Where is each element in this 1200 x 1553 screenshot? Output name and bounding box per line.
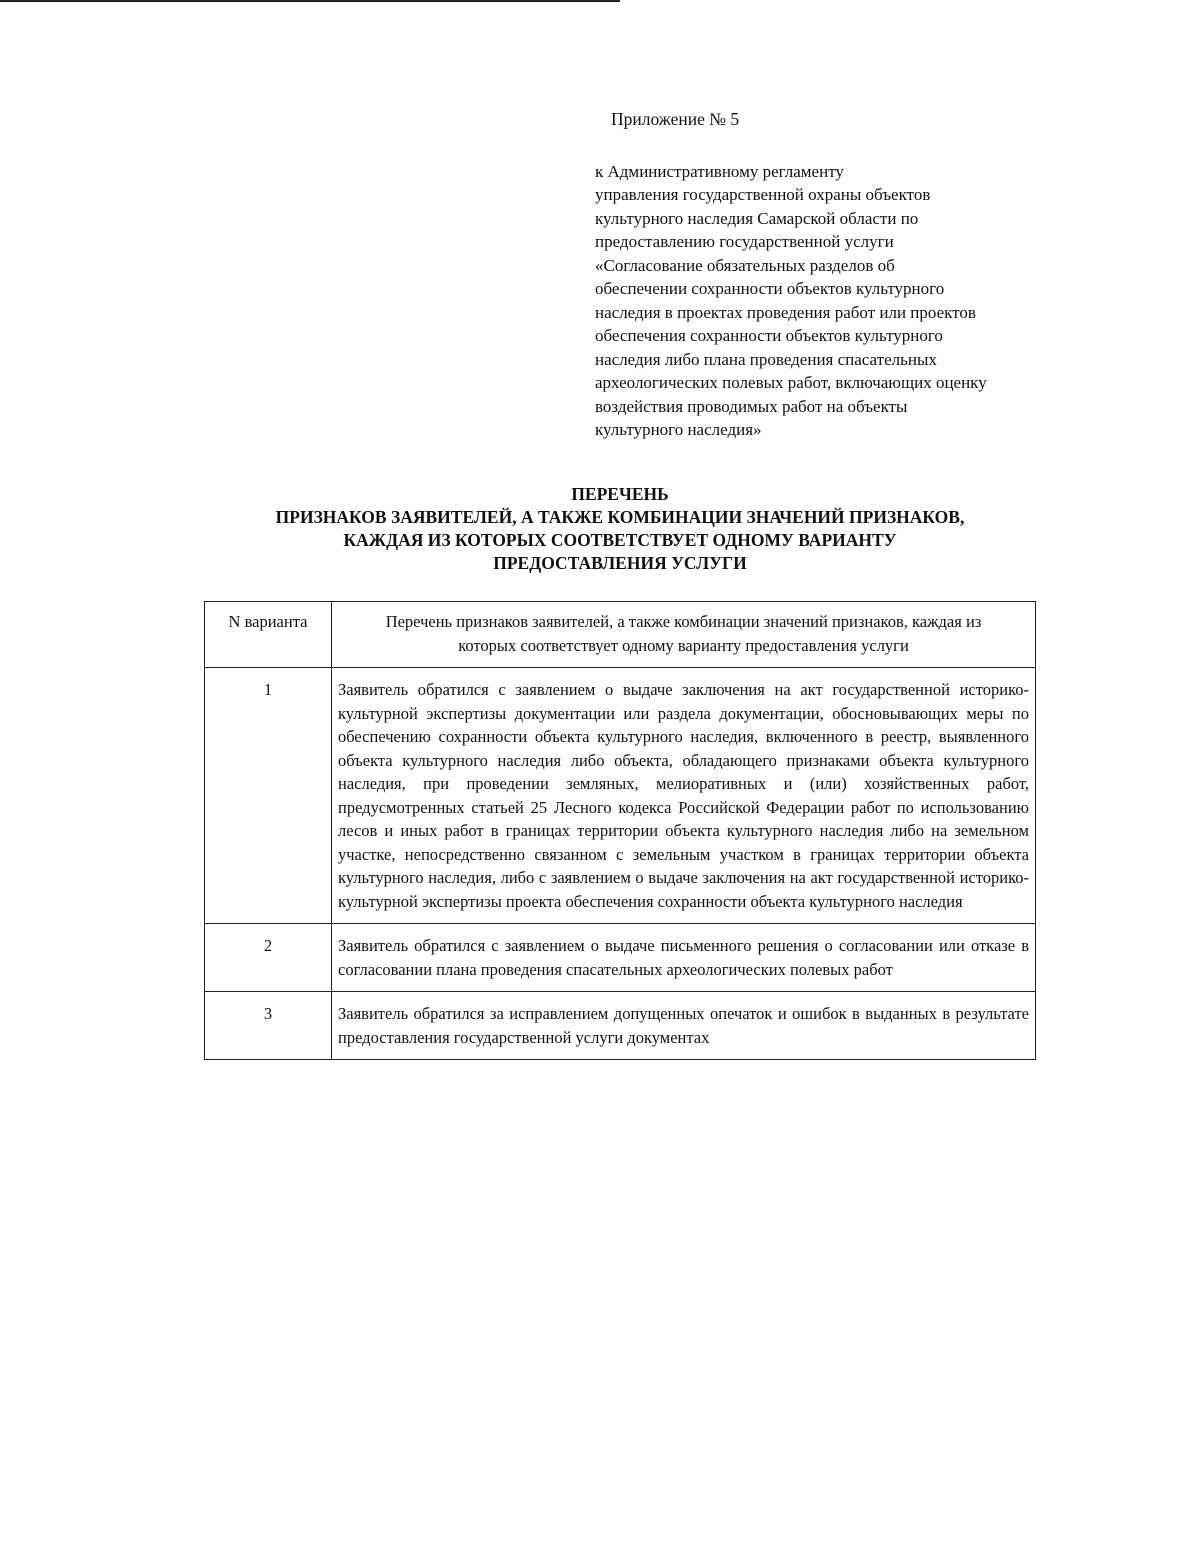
header-variant-number: N варианта (205, 602, 332, 668)
header-attributes: Перечень признаков заявителей, а также комбинации значений признаков, каждая из которых соответствует одному варианту предоставления услуги (332, 602, 1036, 668)
appendix-block (595, 108, 1085, 442)
appendix-number: Приложение № 5 (611, 109, 740, 129)
variant-description-cell: Заявитель обратился за исправлением допущенных опечаток и ошибок в выданных в результате предоставления государственной услуги документах (332, 992, 1036, 1060)
table-row (205, 924, 1036, 992)
table-row (205, 668, 1036, 924)
variant-number-cell: 1 (205, 668, 332, 924)
variants-table (204, 601, 1036, 1060)
scan-edge-line (0, 0, 620, 2)
variant-description-cell: Заявитель обратился с заявлением о выдаче заключения на акт государственной историко-культурной экспертизы документации или раздела документации, обосновывающих меры по обеспечению сохранности объекта культурного наследия, включенного в реестр, выявленного объекта культурного наследия либо объекта, обладающего признаками объекта культурного наследия, при проведении земляных, мелиоративных и (или) хозяйственных работ, предусмотренных статьей 25 Лесного кодекса Российской Федерации работ по использованию лесов и иных работ в границах территории объекта культурного наследия либо на земельном участке, непосредственно связанном с земельным участком в границах территории объекта культурного наследия, либо с заявлением о выдаче заключения на акт государственной историко-культурной экспертизы проекта обеспечения сохранности объекта культурного наследия (332, 668, 1036, 924)
table-row (205, 992, 1036, 1060)
document-title: ПЕРЕЧЕНЬ ПРИЗНАКОВ ЗАЯВИТЕЛЕЙ, А ТАКЖЕ КОМБИНАЦИИ ЗНАЧЕНИЙ ПРИЗНАКОВ, КАЖДАЯ ИЗ КОТОРЫХ СООТВЕТСТВУЕТ ОДНОМУ ВАРИАНТУ ПРЕДОСТАВЛЕНИЯ УСЛУГИ (275, 484, 965, 573)
table-header-row (205, 602, 1036, 668)
appendix-reference: к Административному регламенту управления государственной охраны объектов культурного наследия Самарской области по предоставлению государственной услуги «Согласование обязательных разделов об обеспечении сохранности объектов культурного наследия в проектах проведения работ или проектов обеспечения сохранности объектов культурного наследия либо плана проведения спасательных археологических полевых работ, включающих оценку воздействия проводимых работ на объекты культурного наследия» (595, 161, 987, 439)
variant-number-cell: 2 (205, 924, 332, 992)
variant-description-cell: Заявитель обратился с заявлением о выдаче письменного решения о согласовании или отказе в согласовании плана проведения спасательных археологических полевых работ (332, 924, 1036, 992)
variant-number-cell: 3 (205, 992, 332, 1060)
